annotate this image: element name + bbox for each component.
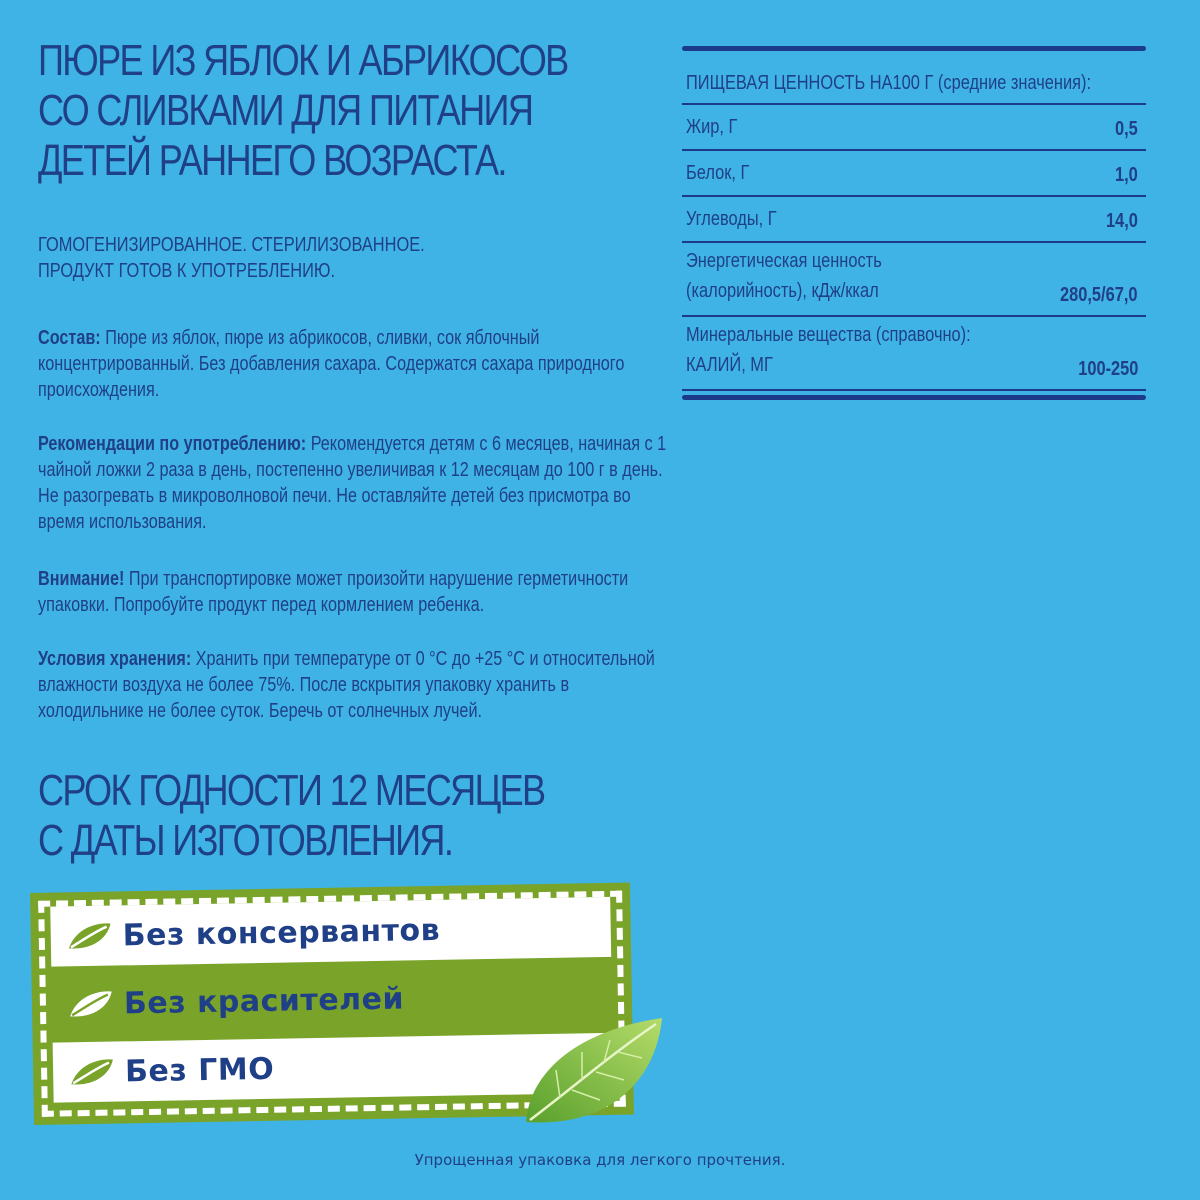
- product-title-line-3: ДЕТЕЙ РАННЕГО ВОЗРАСТА.: [38, 136, 506, 185]
- nutrition-value: 100-250: [1077, 358, 1138, 380]
- green-leaf-illustration: [520, 1010, 670, 1135]
- nutrition-row-carbs: [682, 197, 1146, 243]
- composition-paragraph: [38, 325, 670, 403]
- nutrition-header-text: ПИЩЕВАЯ ЦЕННОСТЬ НА100 Г (средние значения):: [686, 72, 1092, 94]
- warning-label: Внимание!: [38, 568, 125, 590]
- composition-label: Состав:: [38, 327, 101, 349]
- nutrition-label: Энергетическая ценность: [686, 250, 882, 272]
- nutrition-row-protein: [682, 151, 1146, 197]
- storage-label: Условия хранения:: [38, 648, 192, 670]
- claim-text: Без ГМО: [124, 1051, 275, 1089]
- storage-text: Хранить при температуре от 0 °C до +25 °C и относительной влажности воздуха не более 75%. После вскрытия упаковку хранить в холодильнике не более суток. Беречь от солнечных лучей.: [38, 648, 655, 722]
- leaf-icon: [64, 918, 113, 955]
- leaf-icon: [67, 1054, 116, 1091]
- nutrition-row-energy: [682, 243, 1146, 317]
- nutrition-row-fat: [682, 105, 1146, 151]
- processing-note: [38, 232, 425, 284]
- footer-note: Упрощенная упаковка для легкого прочтения.: [414, 1151, 786, 1169]
- nutrition-label: Жир, Г: [686, 116, 738, 138]
- recommendations-text: Рекомендуется детям с 6 месяцев, начиная с 1 чайной ложки 2 раза в день, постепенно увеличивая к 12 месяцам до 100 г в день. Не разогревать в микроволновой печи. Не оставляйте детей без присмотра во время использования.: [38, 433, 667, 533]
- nutrition-label: Минеральные вещества (справочно):: [686, 324, 971, 346]
- claim-no-preservatives: [50, 897, 611, 967]
- nutrition-value: 1,0: [1115, 164, 1138, 186]
- nutrition-row-minerals: [682, 317, 1146, 391]
- product-title-line-1: ПЮРЕ ИЗ ЯБЛОК И АБРИКОСОВ: [38, 36, 568, 85]
- shelf-life: [38, 766, 544, 866]
- claim-text: Без красителей: [123, 980, 405, 1021]
- nutrition-value: 280,5/67,0: [1060, 284, 1138, 306]
- shelf-life-line-2: С ДАТЫ ИЗГОТОВЛЕНИЯ.: [38, 816, 453, 865]
- processing-note-line-2: ПРОДУКТ ГОТОВ К УПОТРЕБЛЕНИЮ.: [38, 260, 336, 282]
- warning-text: При транспортировке может произойти нарушение герметичности упаковки. Попробуйте продукт перед кормлением ребенка.: [38, 568, 629, 616]
- composition-text: Пюре из яблок, пюре из абрикосов, сливки, сок яблочный концентрированный. Без добавления сахара. Содержатся сахара природного происхождения.: [38, 327, 625, 401]
- shelf-life-line-1: СРОК ГОДНОСТИ 12 МЕСЯЦЕВ: [38, 766, 545, 815]
- nutrition-value: 14,0: [1106, 210, 1138, 232]
- nutrition-label-unit: (калорийность), кДж/ккал: [686, 280, 879, 302]
- warning-paragraph: [38, 566, 670, 618]
- nutrition-label: Углеводы, Г: [686, 208, 777, 230]
- recommendations-paragraph: [38, 431, 670, 535]
- nutrition-label-unit: КАЛИЙ, МГ: [686, 354, 773, 376]
- product-title: [38, 36, 612, 186]
- product-title-line-2: СО СЛИВКАМИ ДЛЯ ПИТАНИЯ: [38, 86, 533, 135]
- nutrition-table: [682, 46, 1146, 400]
- recommendations-label: Рекомендации по употреблению:: [38, 433, 307, 455]
- nutrition-table-top-rule: [682, 46, 1146, 51]
- claim-text: Без консервантов: [122, 912, 441, 953]
- leaf-icon: [66, 986, 115, 1023]
- nutrition-header: [682, 65, 1146, 105]
- nutrition-value: 0,5: [1115, 118, 1138, 140]
- storage-paragraph: [38, 646, 670, 724]
- processing-note-line-1: ГОМОГЕНИЗИРОВАННОЕ. СТЕРИЛИЗОВАННОЕ.: [38, 234, 425, 256]
- nutrition-table-bottom-rule: [682, 395, 1146, 400]
- nutrition-label: Белок, Г: [686, 162, 750, 184]
